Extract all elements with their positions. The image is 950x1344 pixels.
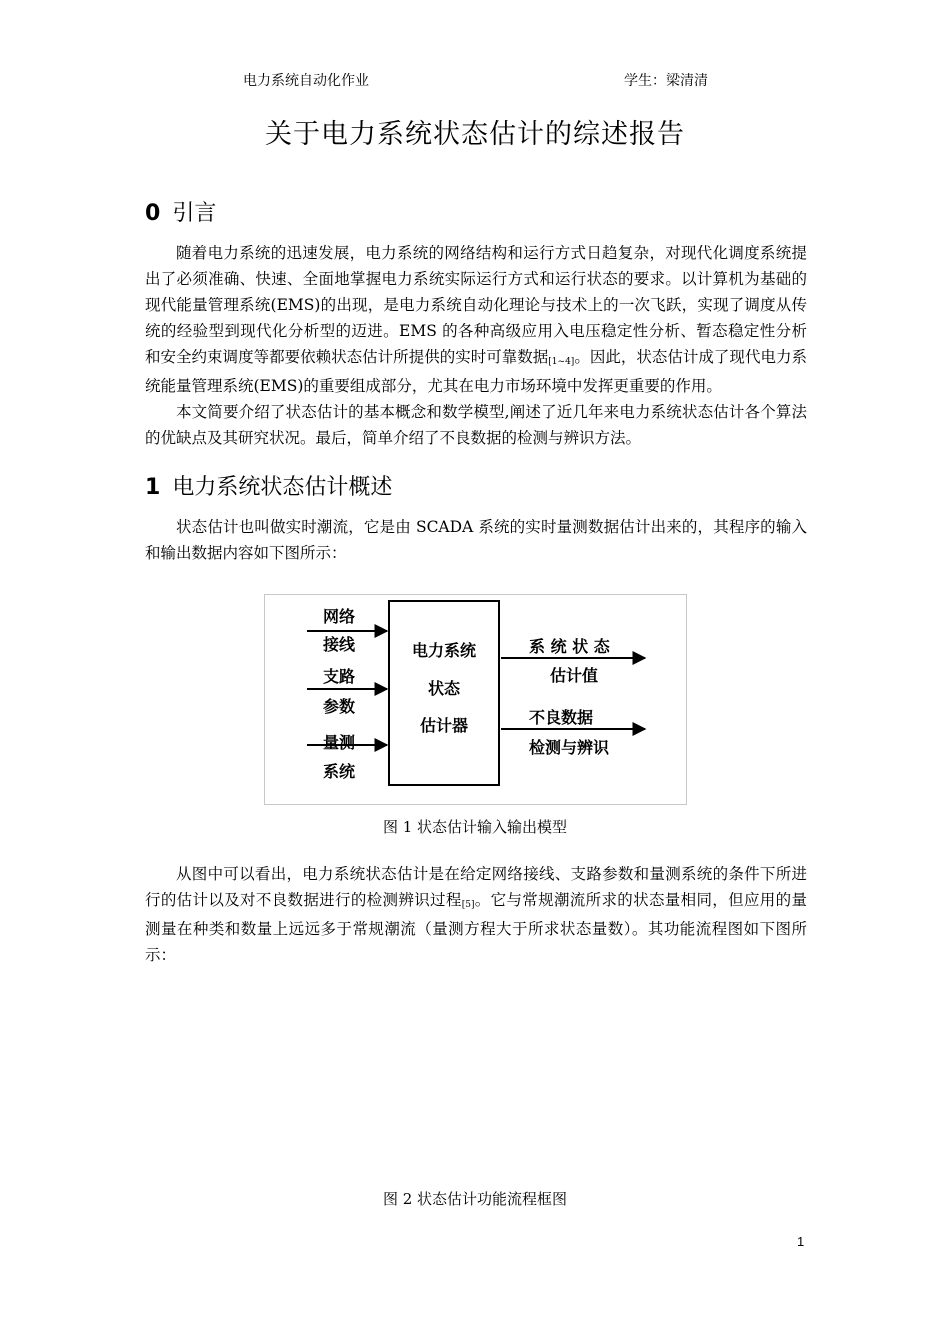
center-label: 状态	[427, 679, 461, 698]
output-label: 不良数据	[529, 708, 594, 727]
input-label: 网络	[323, 607, 356, 626]
citation: [5]	[461, 900, 475, 910]
input-label: 量测	[323, 733, 356, 752]
paragraph: 状态估计也叫做实时潮流，它是由 SCADA 系统的实时量测数据估计出来的，其程序的输入和输出数据内容如下图所示：	[145, 518, 807, 562]
paragraph: 本文简要介绍了状态估计的基本概念和数学模型,阐述了近几年来电力系统状态估计各个算法的优缺点及其研究状况。最后，简单介绍了不良数据的检测与辨识方法。	[145, 403, 807, 447]
output-label: 估计值	[550, 666, 599, 685]
section-0-heading	[145, 196, 216, 227]
input-label: 支路	[323, 667, 356, 686]
paragraph-text: 。它与常规潮流所求的状态量相同，但应用的量测量在种类和数量上远远多于常规潮流（量测方程大于所求状态量数）。其功能流程图如下图所示：	[145, 891, 807, 964]
section-0-title: 引言	[172, 201, 217, 226]
section-0-body	[145, 240, 807, 451]
figure-1-diagram	[265, 595, 686, 804]
input-label: 参数	[323, 697, 356, 716]
header-right: 学生：梁清清	[624, 73, 708, 89]
center-label: 电力系统	[411, 641, 477, 660]
figure-1	[264, 594, 687, 805]
output-label: 检测与辨识	[529, 738, 610, 757]
paragraph-text: 。因此，状态估计成了现代电力系统能量管理系统(EMS)的重要组成部分，尤其在电力市场环境中发挥更重要的作用。	[145, 348, 807, 395]
input-label: 接线	[323, 635, 356, 654]
section-1-number: 1	[145, 475, 161, 500]
section-0-number: 0	[145, 201, 161, 226]
citation: [1~4]	[548, 357, 575, 367]
document-title: 关于电力系统状态估计的综述报告	[265, 119, 685, 150]
section-1-title: 电力系统状态估计概述	[172, 475, 393, 500]
paragraph	[145, 861, 807, 968]
figure-2-caption: 图 2 状态估计功能流程框图	[382, 1190, 568, 1208]
output-label: 系 统 状 态	[529, 637, 610, 656]
paragraph-text: 从图中可以看出，电力系统状态估计是在给定网络接线、支路参数和量测系统的条件下所进行的估计以及对不良数据进行的检测辨识过程	[145, 865, 807, 909]
header-left: 电力系统自动化作业	[243, 73, 369, 89]
input-label: 系统	[323, 762, 356, 781]
page-number: 1	[797, 1234, 805, 1249]
paragraph-text: 随着电力系统的迅速发展，电力系统的网络结构和运行方式日趋复杂，对现代化调度系统提出了必须准确、快速、全面地掌握电力系统实际运行方式和运行状态的要求。以计算机为基础的现代能量管理系统(EMS)的出现，是电力系统自动化理论与技术上的一次飞跃，实现了调度从传统的经验型到现代化分析型的迈进。EMS 的各种高级应用入电压稳定性分析、暂态稳定性分析和安全约束调度等都要依赖状态估计所提供的实时可靠数据	[145, 244, 807, 366]
figure-1-caption: 图 1 状态估计输入输出模型	[382, 818, 568, 836]
section-1-body	[145, 861, 807, 968]
paragraph	[145, 240, 807, 399]
center-label: 估计器	[419, 716, 469, 735]
section-1-intro	[145, 514, 807, 566]
section-1-heading	[145, 470, 392, 501]
